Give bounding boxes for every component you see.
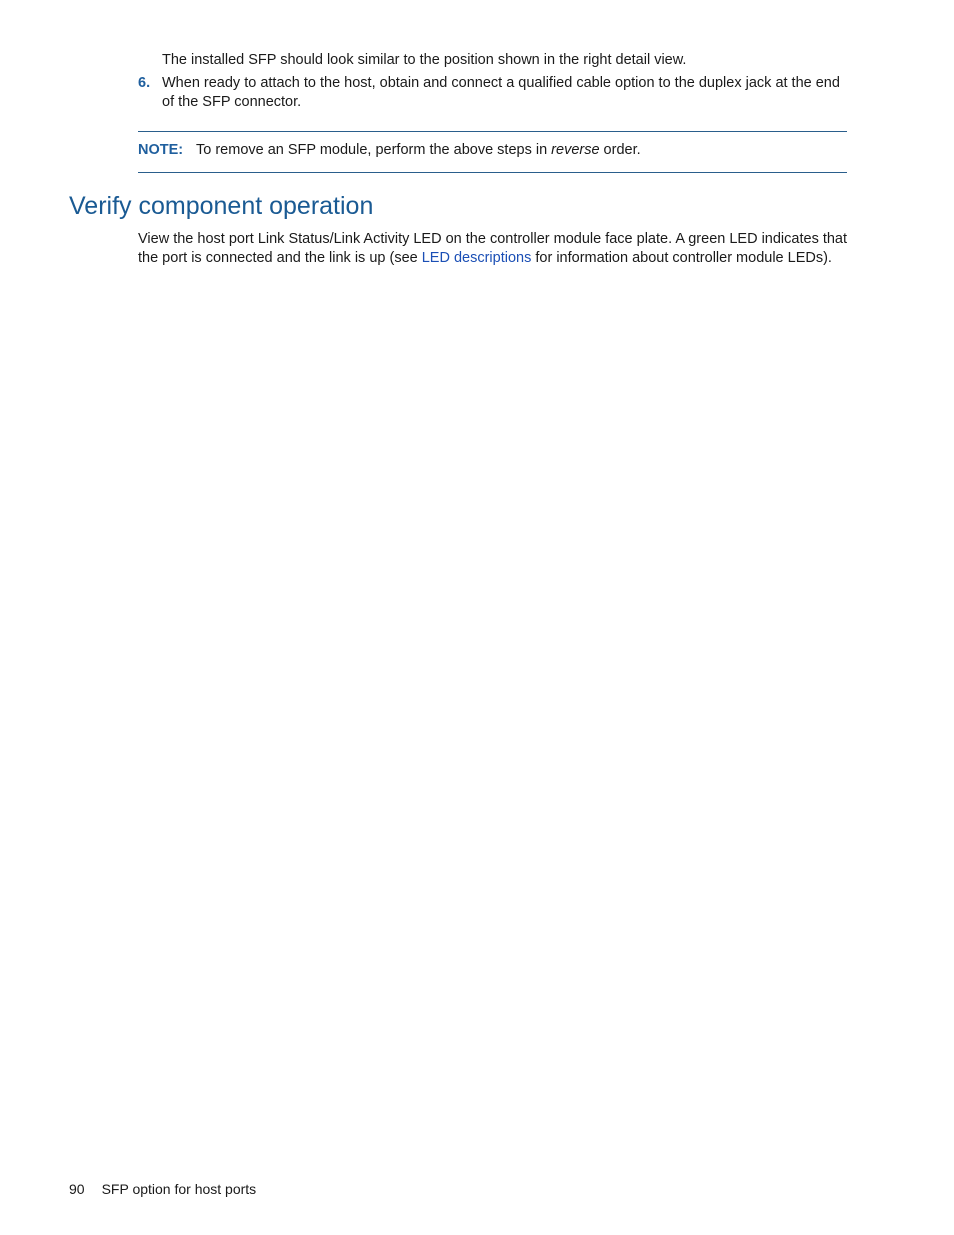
paragraph-text-after: for information about controller module LEDs). [531, 250, 832, 266]
chapter-title: SFP option for host ports [101, 1181, 257, 1197]
note-text-before: To remove an SFP module, perform the above steps in [196, 142, 552, 158]
note-text-after: order. [599, 142, 641, 158]
led-descriptions-link[interactable]: LED descriptions [421, 250, 532, 266]
step-number: 6. [138, 75, 151, 91]
note-label: NOTE: [138, 142, 184, 158]
note-box [138, 131, 847, 173]
page-number: 90 [69, 1181, 85, 1197]
section-heading: Verify component operation [69, 192, 374, 220]
note-text [196, 141, 641, 160]
section-paragraph [138, 230, 850, 268]
paragraph-text-before: View the host port Link Status/Link Activity LED on the controller module face plate. A green LED indicates that the port is connected and the link is up (see [138, 231, 848, 266]
page-footer [69, 1180, 256, 1199]
step-5-continuation: The installed SFP should look similar to the position shown in the right detail view. [162, 52, 687, 68]
note-emphasis: reverse [551, 142, 600, 158]
step-text: When ready to attach to the host, obtain and connect a qualified cable option to the duplex jack at the end of the SFP connector. [162, 75, 840, 110]
